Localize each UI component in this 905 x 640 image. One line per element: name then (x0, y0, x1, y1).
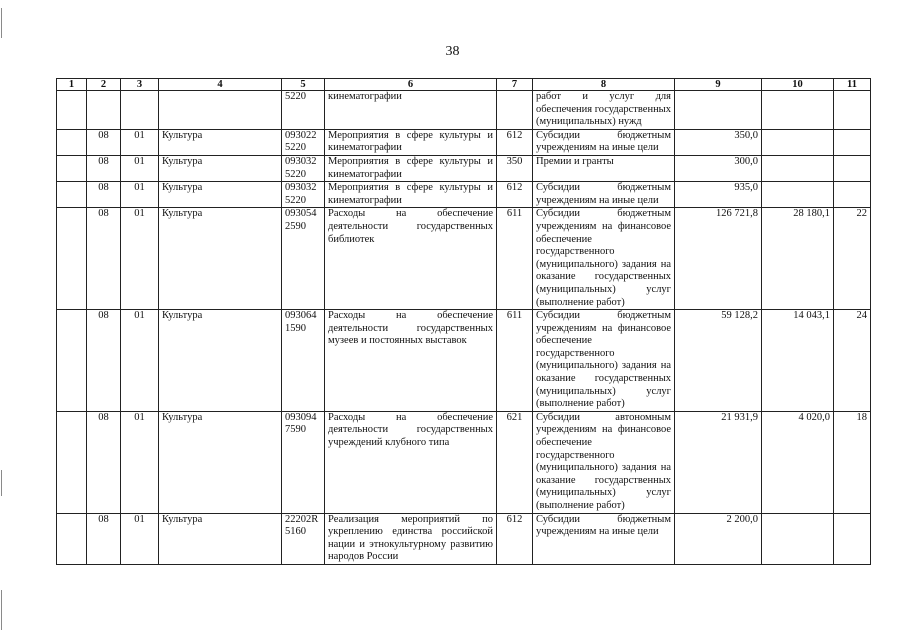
cell-amount: 2 200,0 (675, 513, 762, 564)
cell-description: Расходы на обеспечение деятельности государственных учреждений клубного типа (325, 411, 497, 513)
cell-target-code: 093032 5220 (282, 155, 325, 181)
cell-target-code: 093032 5220 (282, 182, 325, 208)
cell-subsection: 01 (121, 208, 159, 310)
column-header: 1 (57, 79, 87, 91)
table-row (57, 208, 871, 310)
cell-section: 08 (87, 411, 121, 513)
scan-edge-mark (1, 470, 2, 496)
cell-subsection: 01 (121, 155, 159, 181)
cell-subsection (121, 91, 159, 130)
cell-expense-name: Субсидии бюджетным учреждениям на финансовое обеспечение государственного (муниципального) задания на оказание государственных (муниципальных) услуг (выполнение работ) (533, 310, 675, 412)
table-row (57, 182, 871, 208)
cell-count (834, 155, 871, 181)
table-row (57, 91, 871, 130)
column-header: 9 (675, 79, 762, 91)
cell-section (87, 91, 121, 130)
column-header: 11 (834, 79, 871, 91)
cell-name: Культура (159, 155, 282, 181)
cell-expense-name: Субсидии бюджетным учреждениям на иные цели (533, 129, 675, 155)
cell-target-code: 5220 (282, 91, 325, 130)
cell-amount: 59 128,2 (675, 310, 762, 412)
cell-name (159, 91, 282, 130)
column-header: 10 (762, 79, 834, 91)
column-header: 4 (159, 79, 282, 91)
cell-name: Культура (159, 208, 282, 310)
cell-description: Реализация мероприятий по укреплению единства российской нации и этнокультурному развитию народов России (325, 513, 497, 564)
cell-count (834, 91, 871, 130)
cell-count: 22 (834, 208, 871, 310)
cell-expense-type: 612 (497, 129, 533, 155)
cell-expense-type (497, 91, 533, 130)
cell-amount-2 (762, 182, 834, 208)
column-header: 6 (325, 79, 497, 91)
cell-index (57, 513, 87, 564)
cell-target-code: 093094 7590 (282, 411, 325, 513)
cell-index (57, 155, 87, 181)
table-row (57, 411, 871, 513)
column-header: 5 (282, 79, 325, 91)
cell-section: 08 (87, 310, 121, 412)
cell-subsection: 01 (121, 182, 159, 208)
cell-expense-name: работ и услуг для обеспечения государственных (муниципальных) нужд (533, 91, 675, 130)
page-number: 38 (445, 44, 460, 59)
cell-expense-name: Премии и гранты (533, 155, 675, 181)
cell-section: 08 (87, 182, 121, 208)
cell-index (57, 208, 87, 310)
cell-name: Культура (159, 310, 282, 412)
cell-subsection: 01 (121, 310, 159, 412)
cell-amount-2 (762, 155, 834, 181)
cell-description: Мероприятия в сфере культуры и кинематографии (325, 155, 497, 181)
cell-expense-name: Субсидии бюджетным учреждениям на иные цели (533, 513, 675, 564)
cell-amount: 300,0 (675, 155, 762, 181)
cell-section: 08 (87, 208, 121, 310)
cell-count: 18 (834, 411, 871, 513)
cell-expense-type: 611 (497, 310, 533, 412)
table-row (57, 310, 871, 412)
cell-name: Культура (159, 513, 282, 564)
cell-amount-2: 14 043,1 (762, 310, 834, 412)
cell-count: 24 (834, 310, 871, 412)
cell-amount-2: 4 020,0 (762, 411, 834, 513)
cell-expense-name: Субсидии автономным учреждениям на финансовое обеспечение государственного (муниципального) задания на оказание государственных (муниципальных) услуг (выполнение работ) (533, 411, 675, 513)
cell-expense-name: Субсидии бюджетным учреждениям на иные цели (533, 182, 675, 208)
cell-amount: 21 931,9 (675, 411, 762, 513)
cell-description: Расходы на обеспечение деятельности государственных библиотек (325, 208, 497, 310)
cell-description: Мероприятия в сфере культуры и кинематографии (325, 182, 497, 208)
cell-name: Культура (159, 411, 282, 513)
cell-expense-type: 350 (497, 155, 533, 181)
header-row (57, 79, 871, 91)
cell-index (57, 129, 87, 155)
cell-amount-2: 28 180,1 (762, 208, 834, 310)
cell-expense-type: 611 (497, 208, 533, 310)
cell-index (57, 182, 87, 208)
budget-table (56, 78, 871, 565)
cell-description: Мероприятия в сфере культуры и кинематографии (325, 129, 497, 155)
cell-amount-2 (762, 129, 834, 155)
cell-amount: 350,0 (675, 129, 762, 155)
column-header: 3 (121, 79, 159, 91)
cell-section: 08 (87, 513, 121, 564)
cell-section: 08 (87, 155, 121, 181)
column-header: 2 (87, 79, 121, 91)
cell-expense-type: 612 (497, 182, 533, 208)
cell-index (57, 411, 87, 513)
cell-amount: 126 721,8 (675, 208, 762, 310)
cell-expense-type: 621 (497, 411, 533, 513)
column-header: 8 (533, 79, 675, 91)
cell-subsection: 01 (121, 411, 159, 513)
cell-subsection: 01 (121, 513, 159, 564)
scan-edge-mark (1, 8, 2, 38)
cell-target-code: 22202R 5160 (282, 513, 325, 564)
cell-description: кинематографии (325, 91, 497, 130)
cell-amount-2 (762, 513, 834, 564)
cell-name: Культура (159, 129, 282, 155)
table-row (57, 129, 871, 155)
cell-target-code: 093022 5220 (282, 129, 325, 155)
cell-amount-2 (762, 91, 834, 130)
scan-edge-mark (1, 590, 2, 630)
cell-count (834, 513, 871, 564)
cell-index (57, 310, 87, 412)
cell-target-code: 093054 2590 (282, 208, 325, 310)
cell-name: Культура (159, 182, 282, 208)
cell-count (834, 182, 871, 208)
cell-expense-name: Субсидии бюджетным учреждениям на финансовое обеспечение государственного (муниципального) задания на оказание государственных (муниципальных) услуг (выполнение работ) (533, 208, 675, 310)
table-row (57, 155, 871, 181)
cell-amount (675, 91, 762, 130)
cell-section: 08 (87, 129, 121, 155)
table-row (57, 513, 871, 564)
column-header: 7 (497, 79, 533, 91)
cell-expense-type: 612 (497, 513, 533, 564)
cell-amount: 935,0 (675, 182, 762, 208)
cell-count (834, 129, 871, 155)
cell-target-code: 093064 1590 (282, 310, 325, 412)
cell-index (57, 91, 87, 130)
cell-description: Расходы на обеспечение деятельности государственных музеев и постоянных выставок (325, 310, 497, 412)
cell-subsection: 01 (121, 129, 159, 155)
